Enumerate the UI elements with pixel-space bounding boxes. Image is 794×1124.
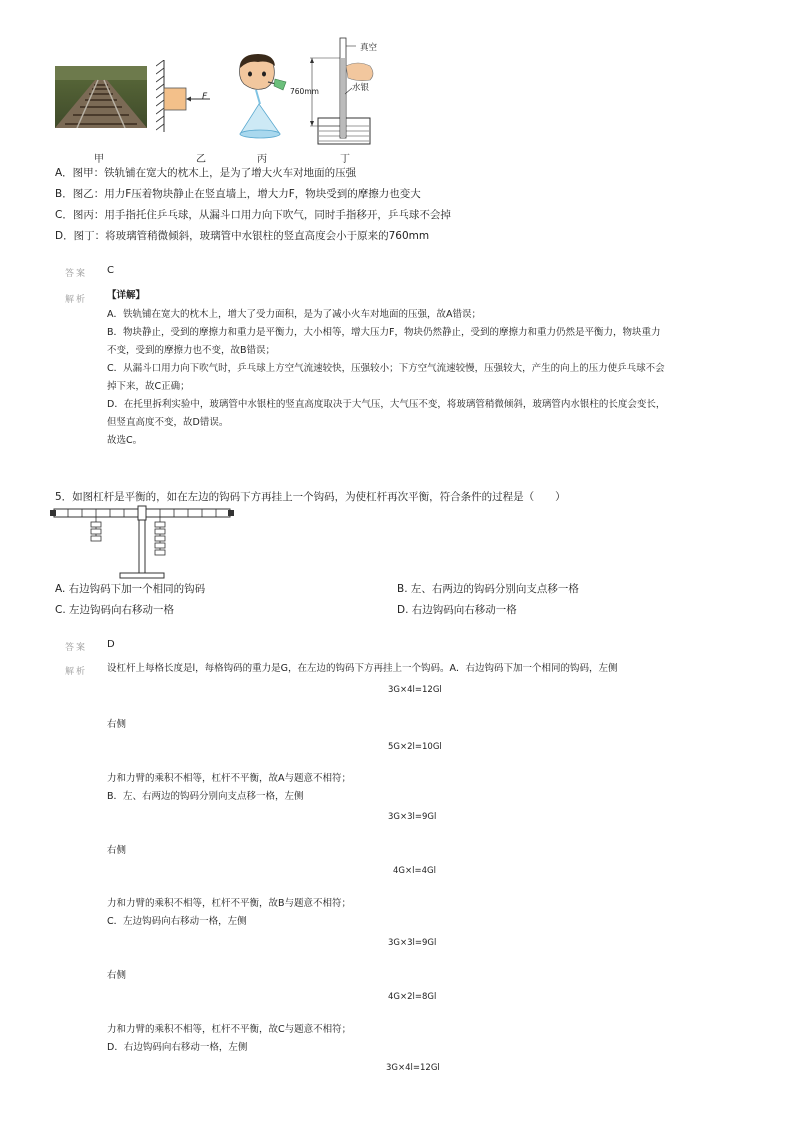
q4-analysis-line: 故选C。 — [107, 435, 143, 446]
q5-conclusion-b: 力和力臂的乘积不相等，杠杆不平衡，故B与题意不相符； — [107, 898, 352, 909]
q4-answer-tag: 答案 — [65, 269, 88, 279]
q4-analysis-tag: 解析 — [65, 295, 88, 305]
q5-stem: 5．如图杠杆是平衡的，如在左边的钩码下方再挂上一个钩码，为使杠杆再次平衡，符合条件的过程是（ ） — [55, 491, 566, 503]
right-side-label: 右侧 — [107, 719, 127, 730]
mercury-label: 水银 — [352, 83, 370, 93]
q4-detail-title: 【详解】 — [107, 290, 146, 301]
q4-figure — [50, 36, 470, 164]
caption-yi: 乙 — [196, 154, 206, 165]
railway-photo — [55, 66, 147, 128]
q5-option-b-text: B．左、右两边的钩码分别向支点移一格，左侧 — [107, 791, 304, 802]
equation: 3G×3l=9Gl — [388, 938, 437, 948]
q5-conclusion-a: 力和力臂的乘积不相等，杠杆不平衡，故A与题意不相符； — [107, 773, 351, 784]
caption-ding: 丁 — [340, 154, 350, 165]
equation: 3G×4l=12Gl — [386, 1063, 440, 1073]
q5-intro: 设杠杆上每格长度是l，每格钩码的重力是G，在左边的钩码下方再挂上一个钩码。A．右边钩码下加一个相同的钩码，左侧 — [107, 663, 618, 674]
height-760-label: 760mm — [290, 87, 319, 96]
lever-diagram — [50, 504, 236, 580]
q4-analysis-line: 不变，受到的摩擦力也不变，故B错误； — [107, 345, 276, 356]
q5-option-b: B. 左、右两边的钩码分别向支点移一格 — [397, 583, 579, 595]
right-side-label: 右侧 — [107, 970, 127, 981]
q4-analysis-line: A．铁轨铺在宽大的枕木上，增大了受力面积，是为了减小火车对地面的压强，故A错误； — [107, 309, 481, 320]
q4-analysis-line: 掉下来，故C正确； — [107, 381, 190, 392]
vacuum-label: 真空 — [360, 43, 378, 53]
q5-option-d-text: D．右边钩码向右移动一格，左侧 — [107, 1042, 248, 1053]
funnel-blowing-diagram — [228, 52, 308, 144]
q4-option-a: A．图甲：铁轨铺在宽大的枕木上，是为了增大火车对地面的压强 — [55, 167, 357, 179]
q5-conclusion-c: 力和力臂的乘积不相等，杠杆不平衡，故C与题意不相符； — [107, 1024, 352, 1035]
q4-answer-value: C — [107, 265, 114, 276]
q4-option-b: B．图乙：用力F压着物块静止在竖直墙上，增大力F，物块受到的摩擦力也变大 — [55, 188, 421, 200]
caption-jia: 甲 — [94, 154, 104, 165]
equation: 5G×2l=10Gl — [388, 742, 442, 752]
equation: 3G×3l=9Gl — [388, 812, 437, 822]
right-side-label: 右侧 — [107, 845, 127, 856]
q4-analysis-line: B．物块静止，受到的摩擦力和重力是平衡力，大小相等，增大压力F，物块仍然静止，受到的摩擦力和重力仍然是平衡力，物块重力 — [107, 327, 661, 338]
q5-option-c-text: C．左边钩码向右移动一格，左侧 — [107, 916, 247, 927]
q5-answer-tag: 答案 — [65, 643, 88, 653]
q4-analysis-line: 但竖直高度不变，故D错误。 — [107, 417, 229, 428]
q5-option-d: D. 右边钩码向右移动一格 — [397, 604, 517, 616]
q4-option-d: D．图丁：将玻璃管稍微倾斜，玻璃管中水银柱的竖直高度会小于原来的760mm — [55, 230, 430, 242]
q4-option-c: C．图丙：用手指托住乒乓球，从漏斗口用力向下吹气，同时手指移开，乒乓球不会掉 — [55, 209, 451, 221]
equation: 3G×4l=12Gl — [388, 685, 442, 695]
force-label: F — [202, 92, 208, 102]
q5-option-c: C. 左边钩码向右移动一格 — [55, 604, 175, 616]
q4-analysis-line: D．在托里拆利实验中，玻璃管中水银柱的竖直高度取决于大气压，大气压不变，将玻璃管稍微倾斜，玻璃管内水银柱的长度会变长， — [107, 399, 666, 410]
q5-analysis-tag: 解析 — [65, 667, 88, 677]
q4-analysis-line: C．从漏斗口用力向下吹气时，乒乓球上方空气流速较快，压强较小；下方空气流速较慢，压强较大，产生的向上的压力使乒乓球不会 — [107, 363, 665, 374]
q5-answer-value: D — [107, 639, 115, 650]
equation: 4G×2l=8Gl — [388, 992, 437, 1002]
equation: 4G×l=4Gl — [393, 866, 436, 876]
caption-bing: 丙 — [257, 154, 267, 165]
q5-option-a: A. 右边钩码下加一个相同的钩码 — [55, 583, 206, 595]
